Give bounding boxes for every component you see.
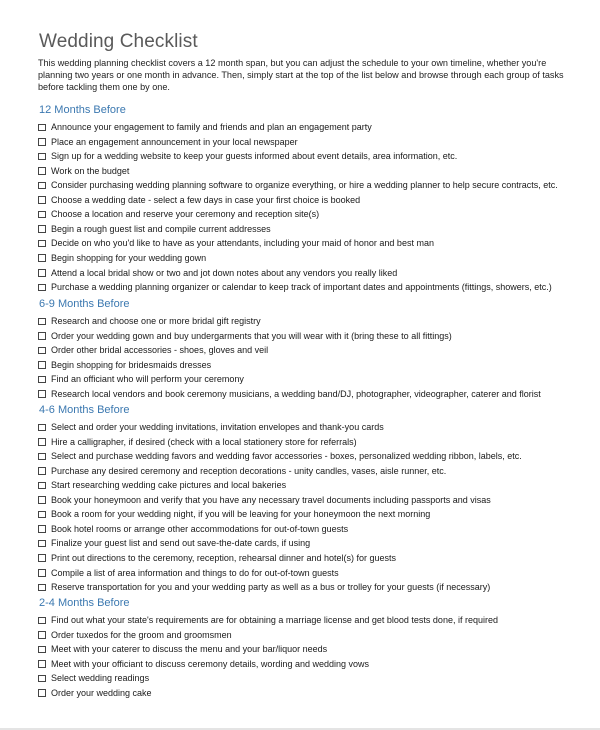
- checklist-item-text: Meet with your officiant to discuss ceremony details, wording and wedding vows: [51, 658, 369, 669]
- checkbox-icon[interactable]: [38, 390, 46, 398]
- checklist-item-text: Sign up for a wedding website to keep your guests informed about event details, area information, etc.: [51, 151, 458, 162]
- checklist-item: [38, 522, 348, 537]
- checkbox-icon[interactable]: [38, 318, 46, 326]
- checklist-item-text: Begin a rough guest list and compile current addresses: [51, 223, 271, 234]
- checkbox-icon[interactable]: [38, 347, 46, 355]
- checklist-item: [38, 464, 446, 479]
- checklist-item: [38, 420, 384, 435]
- checkbox-icon[interactable]: [38, 646, 46, 654]
- checkbox-icon[interactable]: [38, 138, 46, 146]
- checklist-item-text: Reserve transportation for you and your wedding party as well as a bus or trolley for your guests (if necessary): [51, 582, 491, 593]
- checklist-item: [38, 251, 206, 266]
- checklist-item: [38, 164, 129, 179]
- checklist-item: [38, 120, 372, 135]
- page-title: Wedding Checklist: [39, 31, 198, 52]
- checklist-item: [38, 536, 310, 551]
- checklist-item-text: Work on the budget: [51, 165, 130, 176]
- checkbox-icon[interactable]: [38, 467, 46, 475]
- checklist-item: [38, 329, 452, 344]
- checkbox-icon[interactable]: [38, 153, 46, 161]
- checklist-item-text: Begin shopping for your wedding gown: [51, 252, 207, 263]
- checklist-item-text: Select and order your wedding invitations, invitation envelopes and thank-you cards: [51, 422, 384, 432]
- checkbox-icon[interactable]: [38, 332, 46, 340]
- section-heading: 6-9 Months Before: [39, 298, 130, 310]
- checklist-item-text: Order other bridal accessories - shoes, gloves and veil: [51, 345, 269, 356]
- checkbox-icon[interactable]: [38, 540, 46, 548]
- checklist-item: [38, 435, 357, 450]
- checkbox-icon[interactable]: [38, 689, 46, 697]
- checklist-item-text: Begin shopping for bridesmaids dresses: [51, 359, 212, 370]
- checklist-item: [38, 135, 298, 150]
- checkbox-icon[interactable]: [38, 584, 46, 592]
- checkbox-icon[interactable]: [38, 196, 46, 204]
- checklist-item-text: Select and purchase wedding favors and wedding favor accessories - boxes, personalized wedding ribbon, labels, etc.: [51, 451, 522, 462]
- checklist-item-text: Order your wedding gown and buy undergarments that you will wear with it (bring these to all fittings): [51, 330, 452, 341]
- checklist-item-text: Choose a wedding date - select a few days in case your first choice is booked: [51, 194, 361, 205]
- checkbox-icon[interactable]: [38, 496, 46, 504]
- checklist-item: [38, 387, 541, 402]
- checklist-item-text: Order your wedding cake: [51, 687, 152, 698]
- section-heading: 12 Months Before: [39, 104, 126, 116]
- checkbox-icon[interactable]: [38, 269, 46, 277]
- checkbox-icon[interactable]: [38, 361, 46, 369]
- checklist-item-text: Announce your engagement to family and friends and plan an engagement party: [51, 122, 372, 132]
- checklist-item: [38, 343, 268, 358]
- checklist-item: [38, 280, 552, 295]
- checkbox-icon[interactable]: [38, 424, 46, 432]
- checklist-item-text: Book your honeymoon and verify that you have any necessary travel documents including passports and visas: [51, 494, 491, 505]
- checklist-item-text: Choose a location and reserve your ceremony and reception site(s): [51, 209, 320, 220]
- checklist-item: [38, 372, 244, 387]
- checkbox-icon[interactable]: [38, 511, 46, 519]
- checklist-item-text: Book a room for your wedding night, if you will be leaving for your honeymoon the next morning: [51, 509, 431, 520]
- checkbox-icon[interactable]: [38, 660, 46, 668]
- checkbox-icon[interactable]: [38, 438, 46, 446]
- checkbox-icon[interactable]: [38, 569, 46, 577]
- checklist-item: [38, 314, 261, 329]
- checklist-item-text: Start researching wedding cake pictures and local bakeries: [51, 480, 287, 491]
- checklist-item: [38, 207, 319, 222]
- checkbox-icon[interactable]: [38, 182, 46, 190]
- checklist-item-text: Hire a calligrapher, if desired (check with a local stationery store for referrals): [51, 436, 357, 447]
- checklist-item-text: Select wedding readings: [51, 673, 150, 684]
- checklist-item-text: Research and choose one or more bridal gift registry: [51, 316, 261, 326]
- checklist-item: [38, 178, 558, 193]
- checkbox-icon[interactable]: [38, 240, 46, 248]
- checkbox-icon[interactable]: [38, 167, 46, 175]
- checklist-item-text: Consider purchasing wedding planning software to organize everything, or hire a wedding planner to help secure contracts, etc.: [51, 180, 558, 191]
- checkbox-icon[interactable]: [38, 453, 46, 461]
- checkbox-icon[interactable]: [38, 254, 46, 262]
- checklist-item: [38, 222, 271, 237]
- checkbox-icon[interactable]: [38, 211, 46, 219]
- checklist-item: [38, 671, 149, 686]
- checklist-item: [38, 193, 360, 208]
- checklist-item: [38, 642, 327, 657]
- checklist-item-text: Compile a list of area information and things to do for out-of-town guests: [51, 567, 339, 578]
- checklist-item: [38, 149, 457, 164]
- checklist-item-text: Find out what your state's requirements are for obtaining a marriage license and get blood tests done, if required: [51, 615, 498, 625]
- checkbox-icon[interactable]: [38, 617, 46, 625]
- checklist-item: [38, 657, 369, 672]
- checkbox-icon[interactable]: [38, 482, 46, 490]
- section-heading: 4-6 Months Before: [39, 404, 130, 416]
- checkbox-icon[interactable]: [38, 225, 46, 233]
- checklist-item: [38, 449, 522, 464]
- checkbox-icon[interactable]: [38, 284, 46, 292]
- checklist-item-text: Meet with your caterer to discuss the menu and your bar/liquor needs: [51, 644, 328, 655]
- checklist-item: [38, 613, 498, 628]
- checklist-item-text: Attend a local bridal show or two and jot down notes about any vendors you really liked: [51, 267, 398, 278]
- checklist-item-text: Order tuxedos for the groom and groomsmen: [51, 629, 232, 640]
- checklist-item: [38, 580, 490, 595]
- checklist-item-text: Print out directions to the ceremony, reception, rehearsal dinner and hotel(s) for guests: [51, 552, 397, 563]
- checkbox-icon[interactable]: [38, 631, 46, 639]
- checklist-item-text: Finalize your guest list and send out save-the-date cards, if using: [51, 538, 311, 549]
- checklist-item: [38, 628, 232, 643]
- checklist-item: [38, 478, 286, 493]
- checklist-item: [38, 686, 152, 701]
- checklist-item: [38, 236, 434, 251]
- checkbox-icon[interactable]: [38, 525, 46, 533]
- checklist-item: [38, 507, 430, 522]
- checklist-item-text: Decide on who you'd like to have as your attendants, including your maid of honor and best man: [51, 238, 434, 249]
- checklist-item: [38, 266, 397, 281]
- checkbox-icon[interactable]: [38, 124, 46, 132]
- checklist-item: [38, 358, 211, 373]
- checkbox-icon[interactable]: [38, 376, 46, 384]
- checklist-item: [38, 551, 396, 566]
- checklist-item-text: Purchase any desired ceremony and reception decorations - unity candles, vases, aisle runner, etc.: [51, 465, 447, 476]
- checklist-item-text: Place an engagement announcement in your local newspaper: [51, 136, 298, 147]
- section-heading: 2-4 Months Before: [39, 597, 130, 609]
- checklist-item: [38, 493, 491, 508]
- checklist-item-text: Find an officiant who will perform your ceremony: [51, 374, 244, 385]
- checklist-item-text: Purchase a wedding planning organizer or calendar to keep track of important dates and appointments (fittings, showers, etc.): [51, 282, 552, 293]
- checkbox-icon[interactable]: [38, 554, 46, 562]
- checklist-item-text: Book hotel rooms or arrange other accommodations for out-of-town guests: [51, 523, 349, 534]
- checklist-item: [38, 566, 339, 581]
- checklist-item-text: Research local vendors and book ceremony musicians, a wedding band/DJ, photographer, videographer, caterer and florist: [51, 388, 541, 399]
- intro-paragraph: This wedding planning checklist covers a 12 month span, but you can adjust the schedule to your own timeline, whether you're planning two years or one month in advance. Then, simply start at the top of the list below and browse through each group of tasks before tackling them one by one.: [38, 58, 564, 92]
- checkbox-icon[interactable]: [38, 675, 46, 683]
